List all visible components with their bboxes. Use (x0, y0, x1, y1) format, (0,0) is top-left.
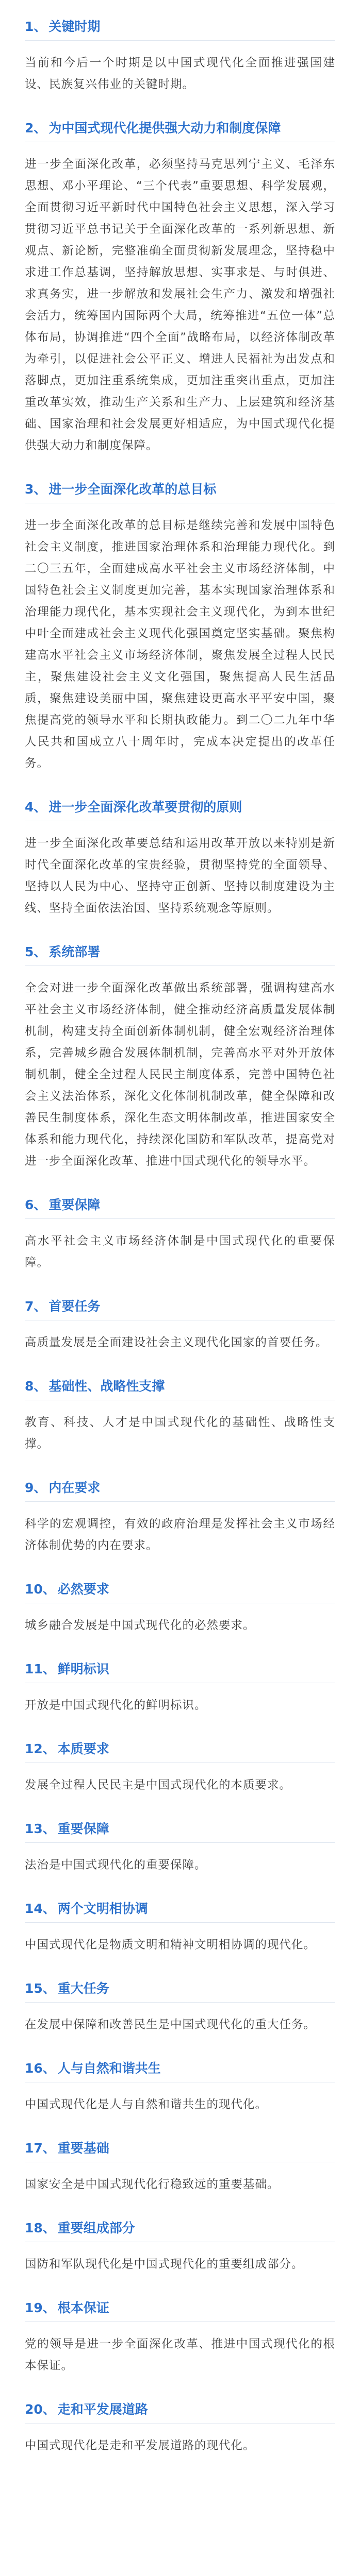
article-section (25, 1297, 335, 1353)
section-heading (25, 1377, 335, 1396)
section-body: 发展全过程人民民主是中国式现代化的本质要求。 (25, 1778, 292, 1792)
section-number: 6、 (25, 1197, 47, 1212)
section-title: 基础性、战略性支撑 (48, 1379, 165, 1394)
section-title: 重要基础 (57, 2141, 109, 2156)
section-divider (25, 1842, 335, 1843)
section-body: 科学的宏观调控，有效的政府治理是发挥社会主义市场经济体制优势的内在要求。 (25, 1517, 335, 1552)
section-number: 1、 (25, 19, 47, 34)
section-heading (25, 2059, 335, 2078)
section-body: 在发展中保障和改善民生是中国式现代化的重大任务。 (25, 2018, 316, 2031)
section-title: 首要任务 (48, 1299, 101, 1314)
section-number: 11、 (25, 1662, 56, 1676)
article-section (25, 2400, 335, 2456)
section-title: 本质要求 (57, 1741, 109, 1756)
section-body: 国家安全是中国式现代化行稳致远的重要基础。 (25, 2178, 280, 2191)
section-number: 17、 (25, 2141, 56, 2156)
section-body: 中国式现代化是物质文明和精神文明相协调的现代化。 (25, 1938, 316, 1952)
section-body: 进一步全面深化改革的总目标是继续完善和发展中国特色社会主义制度，推进国家治理体系和治理能力现代化。到二〇三五年，全面建成高水平社会主义市场经济体制，中国特色社会主义制度更加完善，基本实现国家治理体系和治理能力现代化，基本实现社会主义现代化，为到本世纪中叶全面建成社会主义现代化强国奠定坚实基础。聚焦构建高水平社会主义市场经济体制，聚焦发展全过程人民民主，聚焦建设社会主义文化强国，聚焦提高人民生活品质，聚焦建设美丽中国，聚焦建设更高水平平安中国，聚焦提高党的领导水平和长期执政能力。到二〇二九年中华人民共和国成立八十周年时，完成本决定提出的改革任务。 (25, 519, 335, 770)
section-title: 重要组成部分 (57, 2221, 135, 2235)
section-divider (25, 965, 335, 966)
section-number: 19、 (25, 2300, 56, 2315)
section-title: 走和平发展道路 (57, 2402, 148, 2417)
section-heading (25, 1979, 335, 1998)
section-body: 开放是中国式现代化的鲜明标识。 (25, 1699, 207, 1712)
article-section (25, 2219, 335, 2275)
section-heading (25, 2299, 335, 2317)
section-number: 18、 (25, 2221, 56, 2235)
article-section (25, 1580, 335, 1636)
section-number: 3、 (25, 482, 47, 497)
section-heading (25, 2139, 335, 2158)
section-number: 14、 (25, 1901, 56, 1916)
article-section (25, 18, 335, 95)
article-section (25, 2059, 335, 2115)
section-heading (25, 1196, 335, 1214)
article-section (25, 1660, 335, 1716)
article-section (25, 1900, 335, 1956)
section-number: 16、 (25, 2061, 56, 2076)
section-heading (25, 1660, 335, 1679)
section-body: 进一步全面深化改革，必须坚持马克思列宁主义、毛泽东思想、邓小平理论、“三个代表”重要思想、科学发展观，全面贯彻习近平新时代中国特色社会主义思想，深入学习贯彻习近平总书记关于全面深化改革的一系列新思想、新观点、新论断，完整准确全面贯彻新发展理念，坚持稳中求进工作总基调，坚持解放思想、实事求是、与时俱进、求真务实，进一步解放和发展社会生产力、激发和增强社会活力，统筹国内国际两个大局，统筹推进“五位一体”总体布局，协调推进“四个全面”战略布局，以经济体制改革为牵引，以促进社会公平正义、增进人民福祉为出发点和落脚点，更加注重系统集成，更加注重突出重点，更加注重改革实效，推动生产关系和生产力、上层建筑和经济基础、国家治理和社会发展更好相适应，为中国式现代化提供强大动力和制度保障。 (25, 158, 335, 452)
section-title: 重要保障 (48, 1197, 101, 1212)
section-number: 15、 (25, 1981, 56, 1996)
article-section (25, 119, 335, 456)
section-number: 2、 (25, 121, 47, 135)
section-number: 13、 (25, 1821, 56, 1836)
section-divider (25, 1762, 335, 1763)
section-heading (25, 1479, 335, 1497)
article-section (25, 1740, 335, 1796)
section-heading (25, 480, 335, 499)
section-title: 两个文明相协调 (57, 1901, 148, 1916)
section-heading (25, 119, 335, 138)
section-divider (25, 1501, 335, 1502)
section-body: 高水平社会主义市场经济体制是中国式现代化的重要保障。 (25, 1234, 335, 1269)
section-body: 教育、科技、人才是中国式现代化的基础性、战略性支撑。 (25, 1416, 335, 1451)
section-body: 高质量发展是全面建设社会主义现代化国家的首要任务。 (25, 1336, 328, 1349)
article-section (25, 1820, 335, 1876)
section-divider (25, 40, 335, 41)
section-heading (25, 2400, 335, 2419)
section-body: 全会对进一步全面深化改革做出系统部署，强调构建高水平社会主义市场经济体制，健全推动经济高质量发展体制机制，构建支持全面创新体制机制，健全宏观经济治理体系，完善城乡融合发展体制机制，完善高水平对外开放体制机制，健全全过程人民民主制度体系，完善中国特色社会主义法治体系，深化文化体制机制改革，健全保障和改善民生制度体系，深化生态文明体制改革，推进国家安全体系和能力现代化，持续深化国防和军队改革，提高党对进一步全面深化改革、推进中国式现代化的领导水平。 (25, 981, 335, 1168)
section-number: 20、 (25, 2402, 56, 2417)
section-title: 系统部署 (48, 944, 101, 959)
section-body: 当前和今后一个时期是以中国式现代化全面推进强国建设、民族复兴伟业的关键时期。 (25, 56, 335, 91)
article-section (25, 480, 335, 774)
article-section (25, 1377, 335, 1455)
section-number: 7、 (25, 1299, 47, 1314)
article-section (25, 2299, 335, 2377)
article-section (25, 943, 335, 1172)
section-divider (25, 2423, 335, 2424)
section-heading (25, 2219, 335, 2238)
section-heading (25, 1820, 335, 1838)
article-section (25, 1979, 335, 2036)
section-heading (25, 1297, 335, 1316)
section-title: 内在要求 (48, 1480, 101, 1495)
section-title: 根本保证 (57, 2300, 109, 2315)
section-heading (25, 798, 335, 817)
section-body: 城乡融合发展是中国式现代化的必然要求。 (25, 1619, 255, 1632)
article-section (25, 1479, 335, 1556)
section-heading (25, 1580, 335, 1599)
section-body: 进一步全面深化改革要总结和运用改革开放以来特别是新时代全面深化改革的宝贵经验，贯彻坚持党的全面领导、坚持以人民为中心、坚持守正创新、坚持以制度建设为主线、坚持全面依法治国、坚持系统观念等原则。 (25, 837, 335, 915)
section-number: 8、 (25, 1379, 47, 1394)
section-title: 重大任务 (57, 1981, 109, 1996)
section-body: 党的领导是进一步全面深化改革、推进中国式现代化的根本保证。 (25, 2337, 335, 2372)
section-body: 中国式现代化是人与自然和谐共生的现代化。 (25, 2098, 268, 2111)
section-divider (25, 2002, 335, 2003)
section-title: 人与自然和谐共生 (57, 2061, 161, 2076)
section-number: 5、 (25, 944, 47, 959)
section-title: 进一步全面深化改革要贯彻的原则 (48, 800, 242, 815)
section-heading (25, 18, 335, 36)
article-section (25, 1196, 335, 1274)
section-title: 为中国式现代化提供强大动力和制度保障 (48, 121, 281, 135)
section-divider (25, 1218, 335, 1219)
section-heading (25, 943, 335, 961)
section-body: 法治是中国式现代化的重要保障。 (25, 1858, 207, 1872)
section-number: 12、 (25, 1741, 56, 1756)
section-body: 国防和军队现代化是中国式现代化的重要组成部分。 (25, 2258, 304, 2271)
section-title: 重要保障 (57, 1821, 109, 1836)
article-section (25, 798, 335, 919)
section-number: 9、 (25, 1480, 47, 1495)
section-title: 进一步全面深化改革的总目标 (48, 482, 217, 497)
section-title: 必然要求 (57, 1582, 109, 1597)
section-title: 关键时期 (48, 19, 101, 34)
section-body: 中国式现代化是走和平发展道路的现代化。 (25, 2439, 255, 2452)
section-heading (25, 1900, 335, 1918)
section-title: 鲜明标识 (57, 1662, 109, 1676)
section-number: 4、 (25, 800, 47, 815)
section-divider (25, 1922, 335, 1923)
section-heading (25, 1740, 335, 1758)
section-divider (25, 2321, 335, 2322)
article-section (25, 2139, 335, 2195)
section-number: 10、 (25, 1582, 56, 1597)
